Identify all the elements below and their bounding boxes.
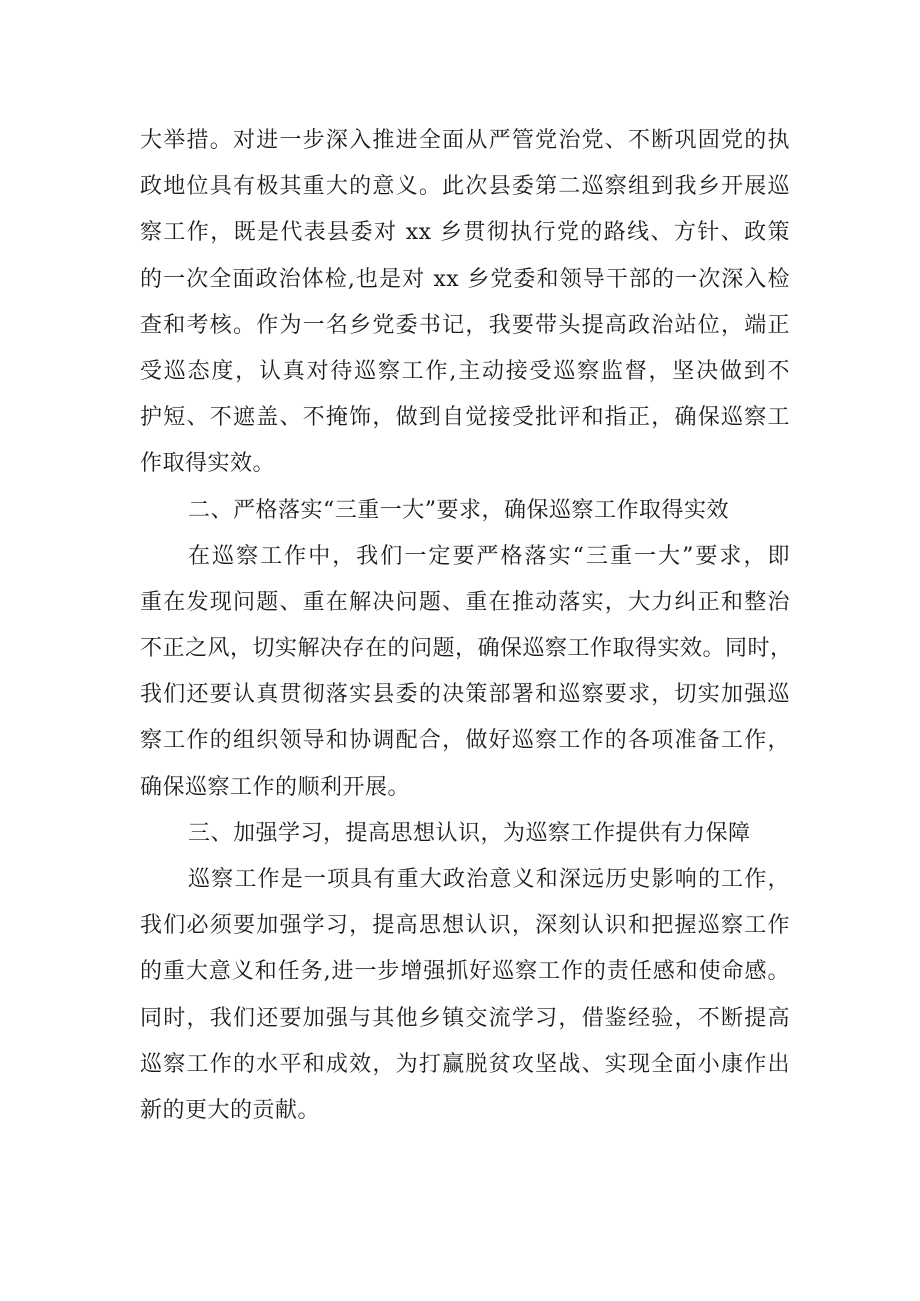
- text-line: 重在发现问题、重在解决问题、重在推动落实，大力纠正和整治: [140, 589, 790, 615]
- text-line: 不正之风，切实解决存在的问题，确保巡察工作取得实效。同时，: [140, 636, 793, 662]
- text-line: 的一次全面政治体检,也是对 xx 乡党委和领导干部的一次深入检: [140, 266, 790, 292]
- text-line: 巡察工作的水平和成效，为打赢脱贫攻坚战、实现全面小康作出: [140, 1051, 790, 1077]
- text-line: 察工作，既是代表县委对 xx 乡贯彻执行党的路线、方针、政策: [140, 220, 790, 246]
- section-heading-2: 二、严格落实“三重一大”要求，确保巡察工作取得实效: [188, 497, 729, 523]
- text-line: 巡察工作是一项具有重大政治意义和深远历史影响的工作，: [188, 867, 790, 892]
- text-line: 护短、不遮盖、不掩饰，做到自觉接受批评和指正，确保巡察工: [140, 405, 790, 431]
- section-heading-3: 三、加强学习，提高思想认识，为巡察工作提供有力保障: [188, 820, 751, 846]
- text-line: 察工作的组织领导和协调配合，做好巡察工作的各项准备工作，: [140, 728, 790, 754]
- text-line: 大举措。对进一步深入推进全面从严管党治党、不断巩固党的执: [140, 128, 790, 153]
- text-line: 政地位具有极其重大的意义。此次县委第二巡察组到我乡开展巡: [140, 174, 790, 200]
- text-line: 作取得实效。: [140, 451, 276, 477]
- text-line: 的重大意义和任务,进一步增强抓好巡察工作的责任感和使命感。: [140, 959, 790, 985]
- text-line: 我们必须要加强学习，提高思想认识，深刻认识和把握巡察工作: [140, 913, 790, 939]
- paragraph-continued: [140, 118, 790, 488]
- text-line: 查和考核。作为一名乡党委书记，我要带头提高政治站位，端正: [140, 312, 790, 338]
- text-line: 新的更大的贡献。: [140, 1097, 321, 1123]
- text-line: 我们还要认真贯彻落实县委的决策部署和巡察要求，切实加强巡: [140, 682, 790, 708]
- text-line: 同时，我们还要加强与其他乡镇交流学习，借鉴经验，不断提高: [140, 1005, 790, 1031]
- text-line: 在巡察工作中，我们一定要严格落实“三重一大”要求，即: [188, 543, 790, 569]
- text-line: 确保巡察工作的顺利开展。: [140, 774, 411, 800]
- text-line: 受巡态度，认真对待巡察工作,主动接受巡察监督，坚决做到不: [140, 358, 790, 384]
- paragraph-2: [140, 534, 793, 811]
- paragraph-3: [140, 857, 790, 1134]
- document-body: [140, 118, 793, 1134]
